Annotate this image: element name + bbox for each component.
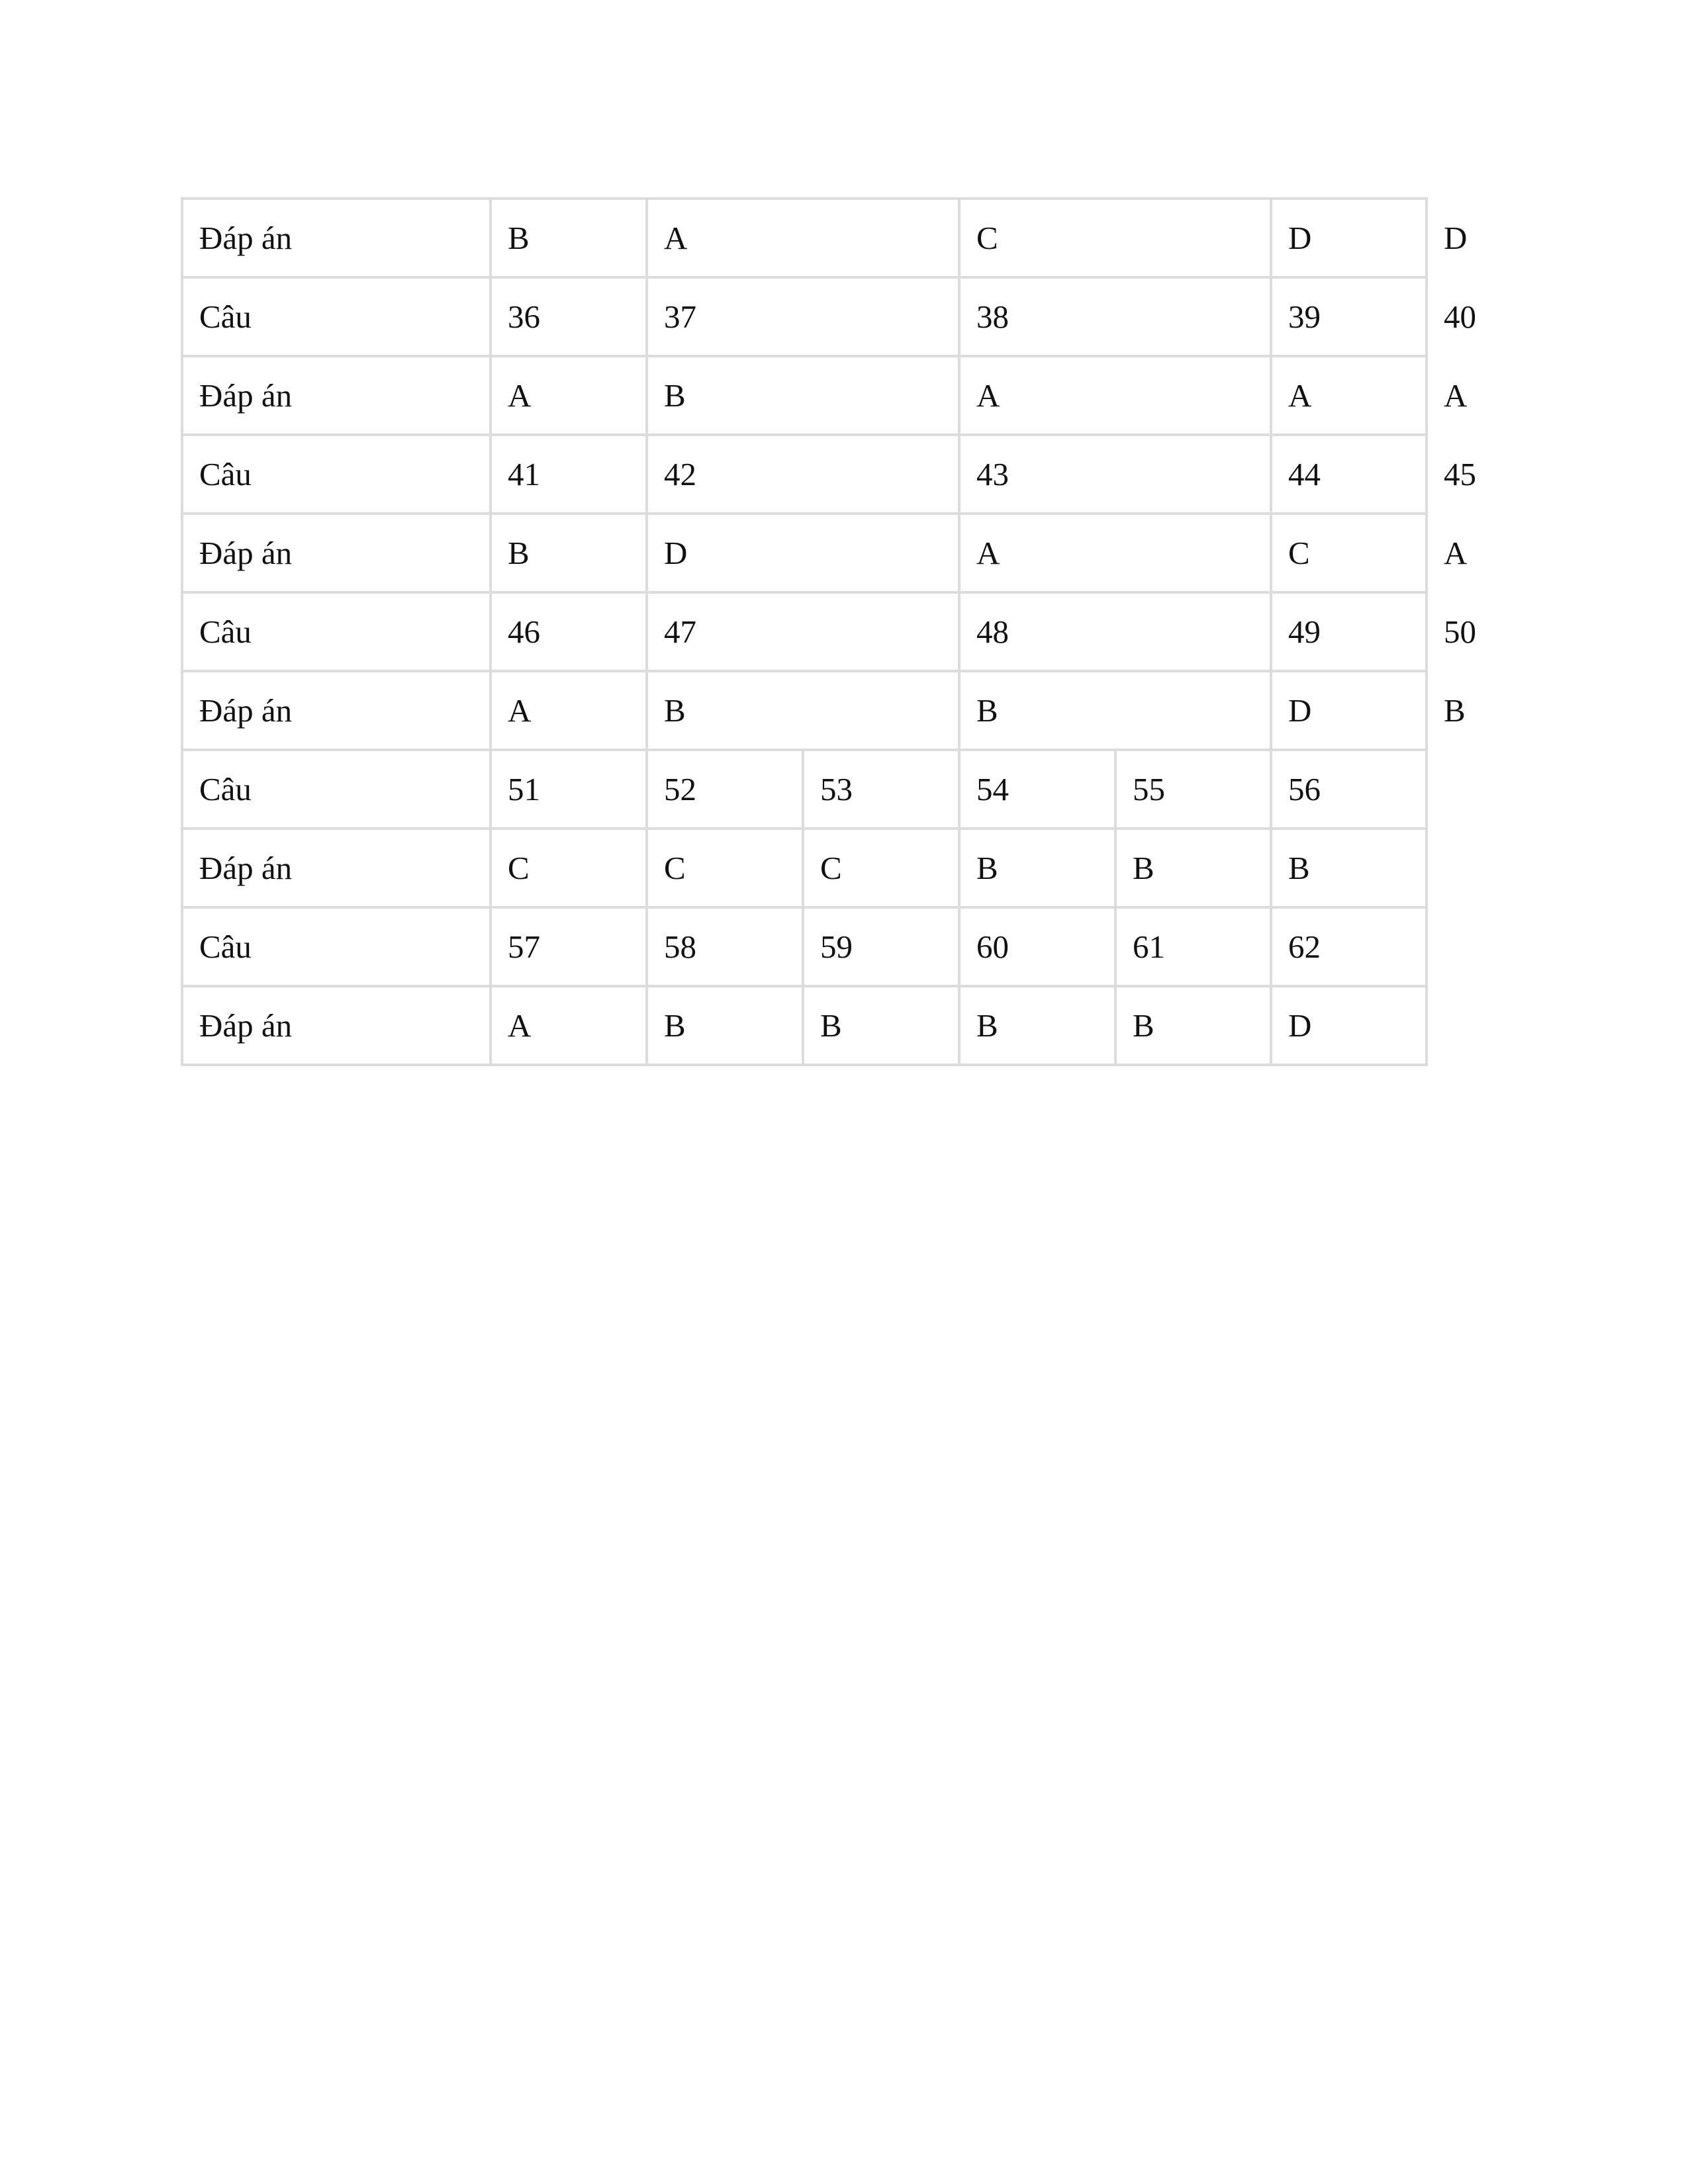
question-number-cell: 41 <box>491 435 647 514</box>
table-row <box>182 750 1427 829</box>
answer-cell: C <box>959 199 1271 277</box>
question-number-cell: 60 <box>959 907 1115 986</box>
question-number-cell: 48 <box>959 592 1271 671</box>
table-row: Đáp án B A C D D <box>182 199 1427 277</box>
row-label: Đáp án <box>182 514 491 592</box>
table-row: Câu 36 37 38 39 40 <box>182 277 1427 356</box>
table-row: Câu 46 47 48 49 50 <box>182 592 1427 671</box>
question-number-cell: 49 <box>1271 592 1427 671</box>
answer-cell: B <box>647 671 959 750</box>
answer-cell: B <box>491 514 647 592</box>
question-number-cell: 54 <box>959 750 1115 829</box>
answer-cell: C <box>803 829 959 907</box>
answer-key-table <box>181 197 1477 1066</box>
answer-cell: B <box>803 986 959 1065</box>
question-number-cell: 51 <box>491 750 647 829</box>
question-number-cell: 53 <box>803 750 959 829</box>
table-row: Đáp án A B B D B <box>182 671 1427 750</box>
answer-cell: D <box>647 514 959 592</box>
answer-cell: B <box>491 199 647 277</box>
row-label: Câu <box>182 435 491 514</box>
answer-cell: B <box>1115 829 1271 907</box>
question-number-cell: 44 <box>1271 435 1427 514</box>
answer-cell: C <box>647 829 803 907</box>
answer-cell: B <box>959 671 1271 750</box>
row-label: Đáp án <box>182 829 491 907</box>
answer-cell: A <box>647 199 959 277</box>
answer-cell: D <box>1271 671 1427 750</box>
answer-cell: B <box>647 356 959 435</box>
table-row <box>182 907 1427 986</box>
answer-cell: B <box>959 986 1115 1065</box>
question-number-cell: 37 <box>647 277 959 356</box>
table-row: Đáp án A B A A A <box>182 356 1427 435</box>
question-number-cell: 42 <box>647 435 959 514</box>
answer-cell: D <box>1271 199 1427 277</box>
question-number-cell: 61 <box>1115 907 1271 986</box>
question-number-cell: 55 <box>1115 750 1271 829</box>
answer-cell: B <box>1271 829 1427 907</box>
table-row: Câu 41 42 43 44 45 <box>182 435 1427 514</box>
answer-cell: A <box>491 671 647 750</box>
row-label: Câu <box>182 592 491 671</box>
question-number-cell: 47 <box>647 592 959 671</box>
row-label: Đáp án <box>182 986 491 1065</box>
row-label: Câu <box>182 277 491 356</box>
answer-cell: D <box>1271 986 1427 1065</box>
row-label: Câu <box>182 750 491 829</box>
question-number-cell: 43 <box>959 435 1271 514</box>
row-label: Câu <box>182 907 491 986</box>
question-number-cell: 39 <box>1271 277 1427 356</box>
row-label: Đáp án <box>182 356 491 435</box>
question-number-cell: 57 <box>491 907 647 986</box>
answer-cell: B <box>959 829 1115 907</box>
question-number-cell: 46 <box>491 592 647 671</box>
question-number-cell: 36 <box>491 277 647 356</box>
answer-cell: B <box>1115 986 1271 1065</box>
question-number-cell: 58 <box>647 907 803 986</box>
question-number-cell: 62 <box>1271 907 1427 986</box>
table-row <box>182 986 1427 1065</box>
table-row: Đáp án B D A C A <box>182 514 1427 592</box>
answer-cell: A <box>959 356 1271 435</box>
answer-cell: C <box>491 829 647 907</box>
question-number-cell: 38 <box>959 277 1271 356</box>
table-row <box>182 829 1427 907</box>
answer-cell: A <box>959 514 1271 592</box>
answer-cell: A <box>491 356 647 435</box>
answer-cell: B <box>647 986 803 1065</box>
answer-cell: A <box>1271 356 1427 435</box>
answer-cell: A <box>491 986 647 1065</box>
answer-cell: C <box>1271 514 1427 592</box>
question-number-cell: 59 <box>803 907 959 986</box>
question-number-cell: 56 <box>1271 750 1427 829</box>
question-number-cell: 52 <box>647 750 803 829</box>
row-label: Đáp án <box>182 671 491 750</box>
row-label: Đáp án <box>182 199 491 277</box>
